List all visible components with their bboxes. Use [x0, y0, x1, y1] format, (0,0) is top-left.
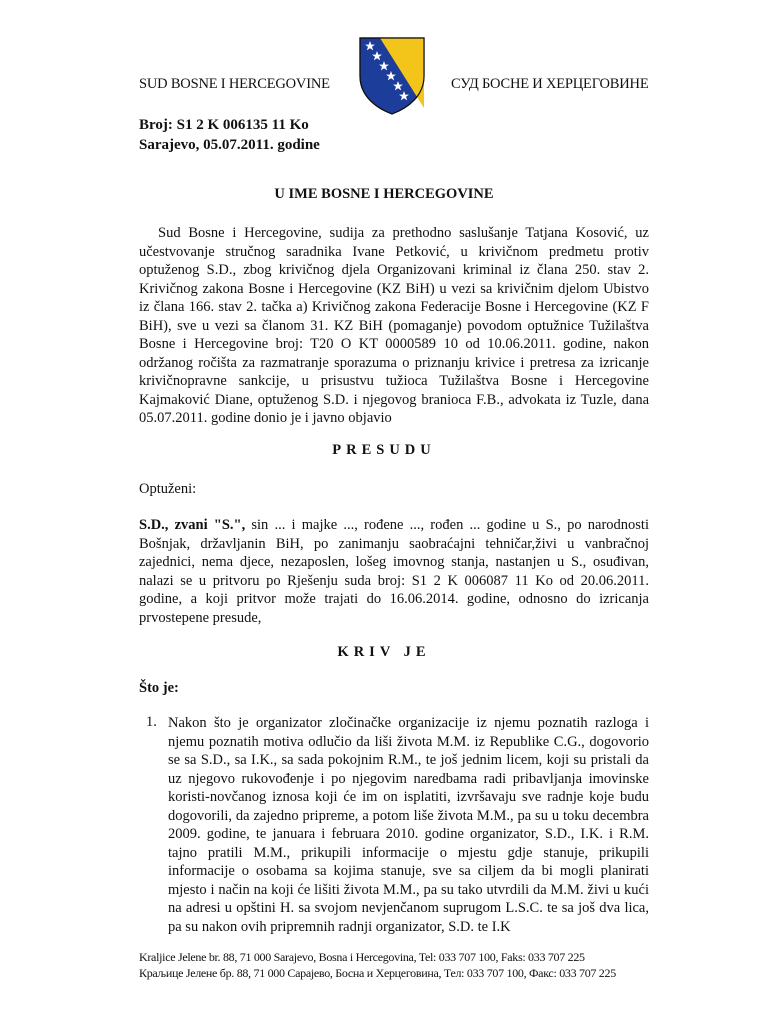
footer-address: [139, 949, 616, 981]
in-the-name-of-heading: U IME BOSNE I HERCEGOVINE: [274, 186, 494, 202]
case-meta: [139, 115, 320, 155]
accused-details: sin ... i majke ..., rođene ..., rođen ... godine u S., po narodnosti Bošnjak, državljanin BiH, po zanimanju saobraćajni tehničar,živi u vanbračnoj zajednici, nema djece, nezaposlen, lošeg imovnog stanja, nastanjen u S., osuđivan, nalazi se u pritvoru po Rješenju suda broj: S1 2 K 006087 11 Ko od 20.06.2011. godine, a koji pritvor može trajati do 16.06.2014. godine, odnosno do izricanja prvostepene presude,: [139, 517, 649, 626]
coat-of-arms-bih-icon: [358, 36, 426, 116]
case-number: Broj: S1 2 K 006135 11 Ko: [139, 117, 309, 133]
guilty-heading: KRIV JE: [337, 644, 431, 660]
court-name-latin: SUD BOSNE I HERCEGOVINE: [139, 76, 330, 92]
list-item-number: 1.: [146, 714, 157, 730]
list-item-text: Nakon što je organizator zločinačke organizacije iz njemu poznatih razloga i njemu poznatih motiva odlučio da liši života M.M. iz Republike C.G., dogovorio se sa S.D., sa I.K., sa sada pokojnim R.M., te još jednim licem, koji su pristali da uz njegovo rukovođenje i po njegovim naredbama radi pribavljanja imovinske koristi-novčanog iznosa koji će im on isplatiti, izvršavaju sve radnje koje budu dogovorili, da zajedno pripreme, a potom liše života M.M., pa su u toku decembra 2009. godine, te januara i februara 2010. godine organizator, S.D., I.K. i R.M. tajno pratili M.M., prikupili informacije o mjestu gdje stanuje, prikupili informacije o osobama sa kojima stanuje, sve sa ciljem da bi mogli planirati mjesto i način na koji će lišiti života M.M., pa su tako utvrdili da M.M. živi u kući na adresi u opštini H. sa svojom nevjenčanom suprugom L.S.C. te sa još dva lica, pa su nakon ovih pripremnih radnji organizator, S.D. te I.K: [168, 715, 649, 935]
accused-label: Optuženi:: [139, 481, 197, 497]
intro-paragraph: Sud Bosne i Hercegovine, sudija za prethodno saslušanje Tatjana Kosović, uz učestvovanje stručnog saradnika Ivane Petković, u krivičnom predmetu protiv optuženog S.D., zbog krivičnog djela Organizovani kriminal iz člana 250. stav 2. Krivičnog zakona Bosne i Hercegovine (KZ BiH) u vezi sa krivičnim djelom Ubistvo iz člana 166. stav 2. tačka a) Krivičnog zakona Federacije Bosne i Hercegovine (KZ F BiH), sve u vezi sa članom 31. KZ BiH (pomaganje) povodom optužnice Tužilaštva Bosne i Hercegovine broj: T20 O KT 0000589 10 od 10.06.2011. godine, nakon održanog ročišta za razmatranje sporazuma o priznanju krivice i pretresa za izricanje krivičnopravne sankcije, u prisustvu tužioca Tužilaštva Bosne i Hercegovine Kajmaković Diane, optuženog S.D. i njegovog branioca F.B., advokata iz Tuzle, dana 05.07.2011. godine donio je i javno objavio: [139, 225, 649, 426]
footer-line-latin: Kraljice Jelene br. 88, 71 000 Sarajevo, Bosna i Hercegovina, Tel: 033 707 100, Faks: 033 707 225: [139, 950, 585, 964]
that-label: Što je:: [139, 680, 179, 696]
accused-name: S.D., zvani "S.",: [139, 517, 246, 533]
accused-paragraph: [139, 516, 649, 627]
footer-line-cyrillic: Краљице Јелене бр. 88, 71 000 Сарајево, Босна и Херцеговина, Тел: 033 707 100, Факс: 033 707 225: [139, 966, 616, 980]
place-date: Sarajevo, 05.07.2011. godine: [139, 137, 320, 153]
court-name-cyrillic: СУД БОСНЕ И ХЕРЦЕГОВИНЕ: [451, 76, 649, 92]
verdict-heading: PRESUDU: [332, 442, 436, 458]
